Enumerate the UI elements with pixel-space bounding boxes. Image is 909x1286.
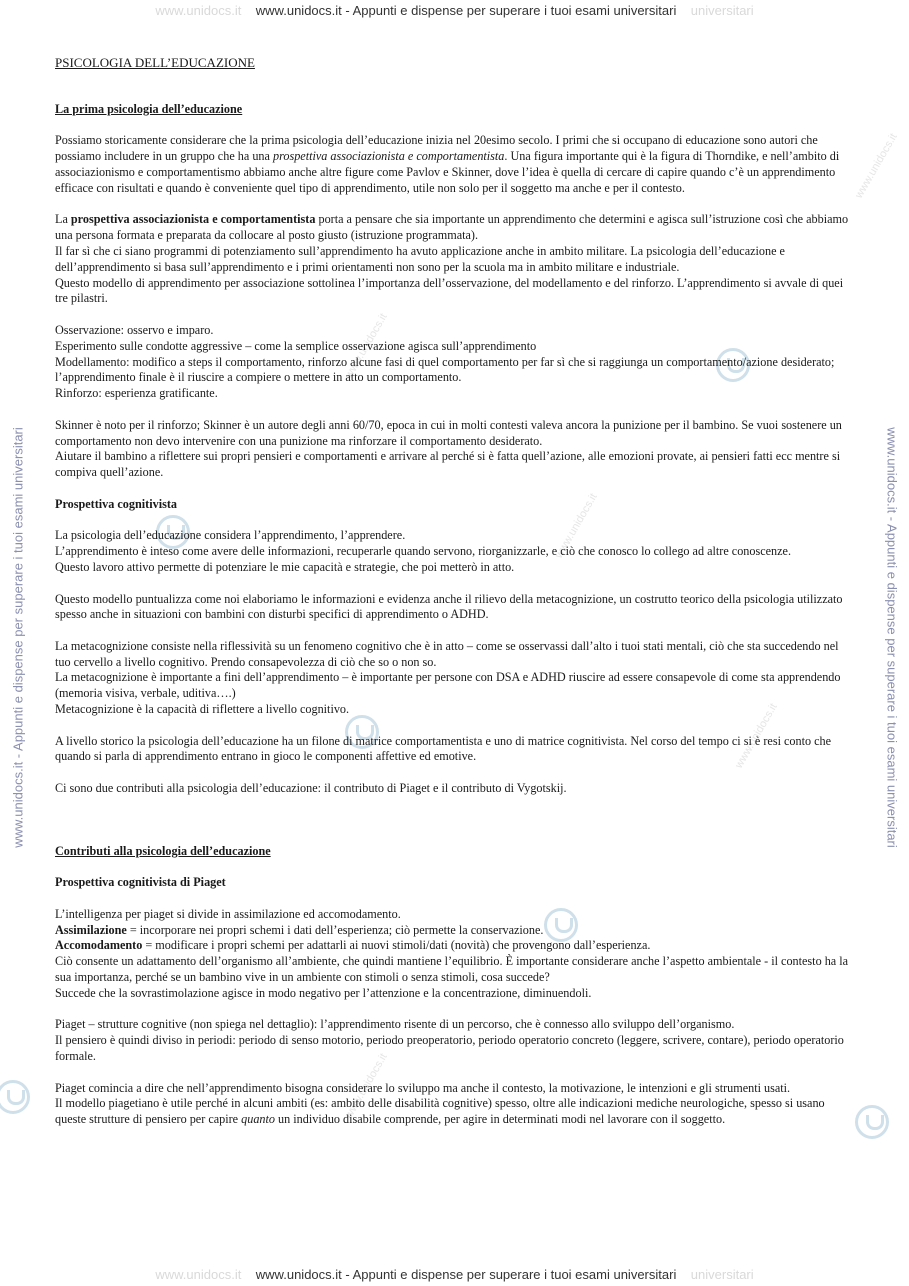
paragraph-text: Il modello piagetiano è utile perché in alcuni ambiti (es: ambito delle disabilità cognitive) spesso, oltre alle indicazioni mediche neurologiche, spesso si usano queste strutture di pensiero per capire [55, 1096, 825, 1127]
paragraph [55, 639, 855, 718]
paragraph-line: La metacognizione consiste nella riflessività su un fenomeno cognitivo che è in atto – come se osservassi dall’alto i tuoi stati mentali, ciò che sta succedendo nel tuo cervello a livello cognitivo. Prendo consapevolezza di ciò che so o non so. [55, 638, 839, 669]
paragraph [55, 1081, 855, 1128]
section-heading: Prospettiva cognitivista di Piaget [55, 875, 226, 890]
paragraph [55, 323, 855, 402]
paragraph-text: porta a pensare che sia importante un apprendimento che determini e agisca sull’istruzione così che abbiamo una persona formata e preparata da collocare al posto giusto (istruzione programmata). [55, 212, 849, 243]
paragraph-line: Rinforzo: esperienza gratificante. [55, 386, 218, 401]
section-heading: Contributi alla psicologia dell’educazione [55, 843, 271, 858]
watermark-diagonal: www.unidocs.it [552, 491, 600, 561]
paragraph-line: La metacognizione è importante a fini dell’apprendimento – è importante per persone con DSA e ADHD riuscire ad essere consapevole di come sta apprendendo (memoria visiva, verbale, uditiva….) [55, 670, 841, 701]
watermark-diagonal: www.unidocs.it [732, 701, 780, 771]
paragraph-text: = modificare i propri schemi per adattarli ai nuovi stimoli/dati (novità) che provengono dall’esperienza. [142, 938, 651, 953]
paragraph-line: Piaget – strutture cognitive (non spiega nel dettaglio): l’apprendimento risente di un percorso, che è connesso allo sviluppo dell’organismo. [55, 1017, 735, 1032]
paragraph-text: un individuo disabile comprende, per agire in determinati modi nel lavorare con il soggetto. [275, 1112, 726, 1127]
paragraph-line: Aiutare il bambino a riflettere sui propri pensieri e comportamenti e arrivare al perché si è fatta quell’azione, alle emozioni provate, ai pensieri fatti ecc mentre si compiva quell’azione. [55, 449, 841, 480]
emphasis-text: prospettiva associazionista e comportamentista [272, 149, 505, 164]
section-heading: La prima psicologia dell’educazione [55, 101, 243, 116]
watermark-text: www.unidocs.it - Appunti e dispense per superare i tuoi esami universitari [255, 3, 677, 18]
paragraph: Ci sono due contributi alla psicologia dell’educazione: il contributo di Piaget e il contributo di Vygotskij. [55, 781, 567, 796]
emphasis-text: quanto [241, 1112, 275, 1127]
paragraph-line: Ciò consente un adattamento dell’organismo all’ambiente, che quindi mantiene l’equilibrio. È importante considerare anche l’aspetto ambientale - il contesto ha la sua importanza, perché se un bambino vive in un ambiente con stimoli o senza stimoli, cosa succede? [55, 954, 849, 985]
paragraph-line: Il pensiero è quindi diviso in periodi: periodo di senso motorio, periodo preoperatorio, periodo operatorio concreto (leggere, scrivere, contare), periodo operatorio formale. [55, 1033, 844, 1064]
watermark-diagonal: www.unidocs.it [342, 311, 390, 381]
document-body [55, 55, 855, 1144]
watermark-ghost-right: universitari [690, 1267, 754, 1282]
paragraph [55, 1017, 855, 1064]
watermark-footer [0, 1267, 909, 1282]
document-title: PSICOLOGIA DELL’EDUCAZIONE [55, 55, 255, 70]
paragraph-line: Il far sì che ci siano programmi di potenziamento sull’apprendimento ha avuto applicazione anche in ambito militare. La psicologia dell’educazione e dell’apprendimento si basa sull’apprendimento e i primi orientamenti non sono per la scuola ma in ambito militare e industriale. [55, 243, 785, 274]
watermark-diagonal: www.unidocs.it [852, 131, 900, 201]
paragraph: Questo modello puntualizza come noi elaboriamo le informazioni e evidenza anche il rilievo della metacognizione, un costrutto teorico della psicologia utilizzato spesso anche in situazioni con bambini con disturbi specifici di apprendimento o ADHD. [55, 591, 843, 622]
paragraph-text: . Una figura importante qui è la figura di Thorndike, e nell’ambito di associazionismo e comportamentismo abbiamo anche altre figure come Pavlov e Skinner, dove l’idea è quella di cercare di capire quando c’è un apprendimento efficace con risultati e quando è conveniente quel tipo di apprendimento, utile non solo per il soggetto ma anche e per il contesto. [55, 149, 840, 195]
unidocs-logo-icon [0, 1080, 30, 1114]
paragraph-text: La [55, 212, 71, 227]
paragraph-line: Piaget comincia a dire che nell’apprendimento bisogna considerare lo sviluppo ma anche il contesto, la motivazione, le intenzioni e gli strumenti usati. [55, 1080, 791, 1095]
bold-text: prospettiva associazionista e comportamentista [70, 212, 316, 227]
watermark-ghost-right: universitari [690, 3, 754, 18]
watermark-side-right: www.unidocs.it - Appunti e dispense per superare i tuoi esami universitari [884, 427, 900, 848]
paragraph-line: Osservazione: osservo e imparo. [55, 322, 214, 337]
paragraph-line: Modellamento: modifico a steps il comportamento, rinforzo alcune fasi di quel comportamento per far sì che si raggiunga un comportamento/azione desiderato; l’apprendimento finale è il riuscire a compiere o mettere in atto un comportamento. [55, 354, 835, 385]
watermark-diagonal: www.unidocs.it [342, 1051, 390, 1121]
paragraph-line: Skinner è noto per il rinforzo; Skinner è un autore degli anni 60/70, epoca in cui in molti contesti valeva ancora la punizione per il bambino. Se vuoi sostenere un comportamento non devo intervenire con una punizione ma rinforzare il comportamento desiderato. [55, 417, 842, 448]
watermark-header [0, 3, 909, 18]
watermark-ghost-left: www.unidocs.it [155, 3, 242, 18]
paragraph-line: Questo lavoro attivo permette di potenziare le mie capacità e strategie, che poi metterò in atto. [55, 559, 515, 574]
paragraph [55, 212, 855, 307]
paragraph [55, 907, 855, 1002]
unidocs-logo-icon [855, 1105, 889, 1139]
paragraph-text: = incorporare nei propri schemi i dati dell’esperienza; ciò permette la conservazione. [126, 922, 544, 937]
paragraph-text: Possiamo storicamente considerare che la prima psicologia dell’educazione inizia nel 20esimo secolo. I primi che si occupano di educazione sono autori che possiamo includere in un gruppo che ha una [55, 133, 818, 164]
paragraph-line: Esperimento sulle condotte aggressive – come la semplice osservazione agisca sull’apprendimento [55, 338, 537, 353]
paragraph-line: La psicologia dell’educazione considera l’apprendimento, l’apprendere. [55, 528, 406, 543]
paragraph-line: L’intelligenza per piaget si divide in assimilazione ed accomodamento. [55, 906, 401, 921]
paragraph-line: Metacognizione è la capacità di riflettere a livello cognitivo. [55, 702, 350, 717]
paragraph [55, 418, 855, 481]
bold-text: Assimilazione [55, 922, 127, 937]
paragraph [55, 133, 855, 196]
watermark-side-left: www.unidocs.it - Appunti e dispense per superare i tuoi esami universitari [10, 427, 26, 848]
paragraph: A livello storico la psicologia dell’educazione ha un filone di matrice comportamentista e uno di matrice cognitivista. Nel corso del tempo ci si è resi conto che quando si parla di apprendimento entrano in gioco le componenti affettive ed emotive. [55, 733, 832, 764]
watermark-text: www.unidocs.it - Appunti e dispense per superare i tuoi esami universitari [255, 1267, 677, 1282]
paragraph-line: L’apprendimento è inteso come avere delle informazioni, recuperarle quando servono, riorganizzarle, e ciò che conosco lo collego ad altre conoscenze. [55, 544, 792, 559]
paragraph [55, 528, 855, 575]
paragraph-line: Questo modello di apprendimento per associazione sottolinea l’importanza dell’osservazione, del modellamento e del rinforzo. L’apprendimento si avvale di quei tre pilastri. [55, 275, 844, 306]
paragraph-line: Succede che la sovrastimolazione agisce in modo negativo per l’attenzione e la concentrazione, diminuendoli. [55, 985, 592, 1000]
section-heading: Prospettiva cognitivista [55, 496, 177, 511]
bold-text: Accomodamento [55, 938, 143, 953]
watermark-ghost-left: www.unidocs.it [155, 1267, 242, 1282]
